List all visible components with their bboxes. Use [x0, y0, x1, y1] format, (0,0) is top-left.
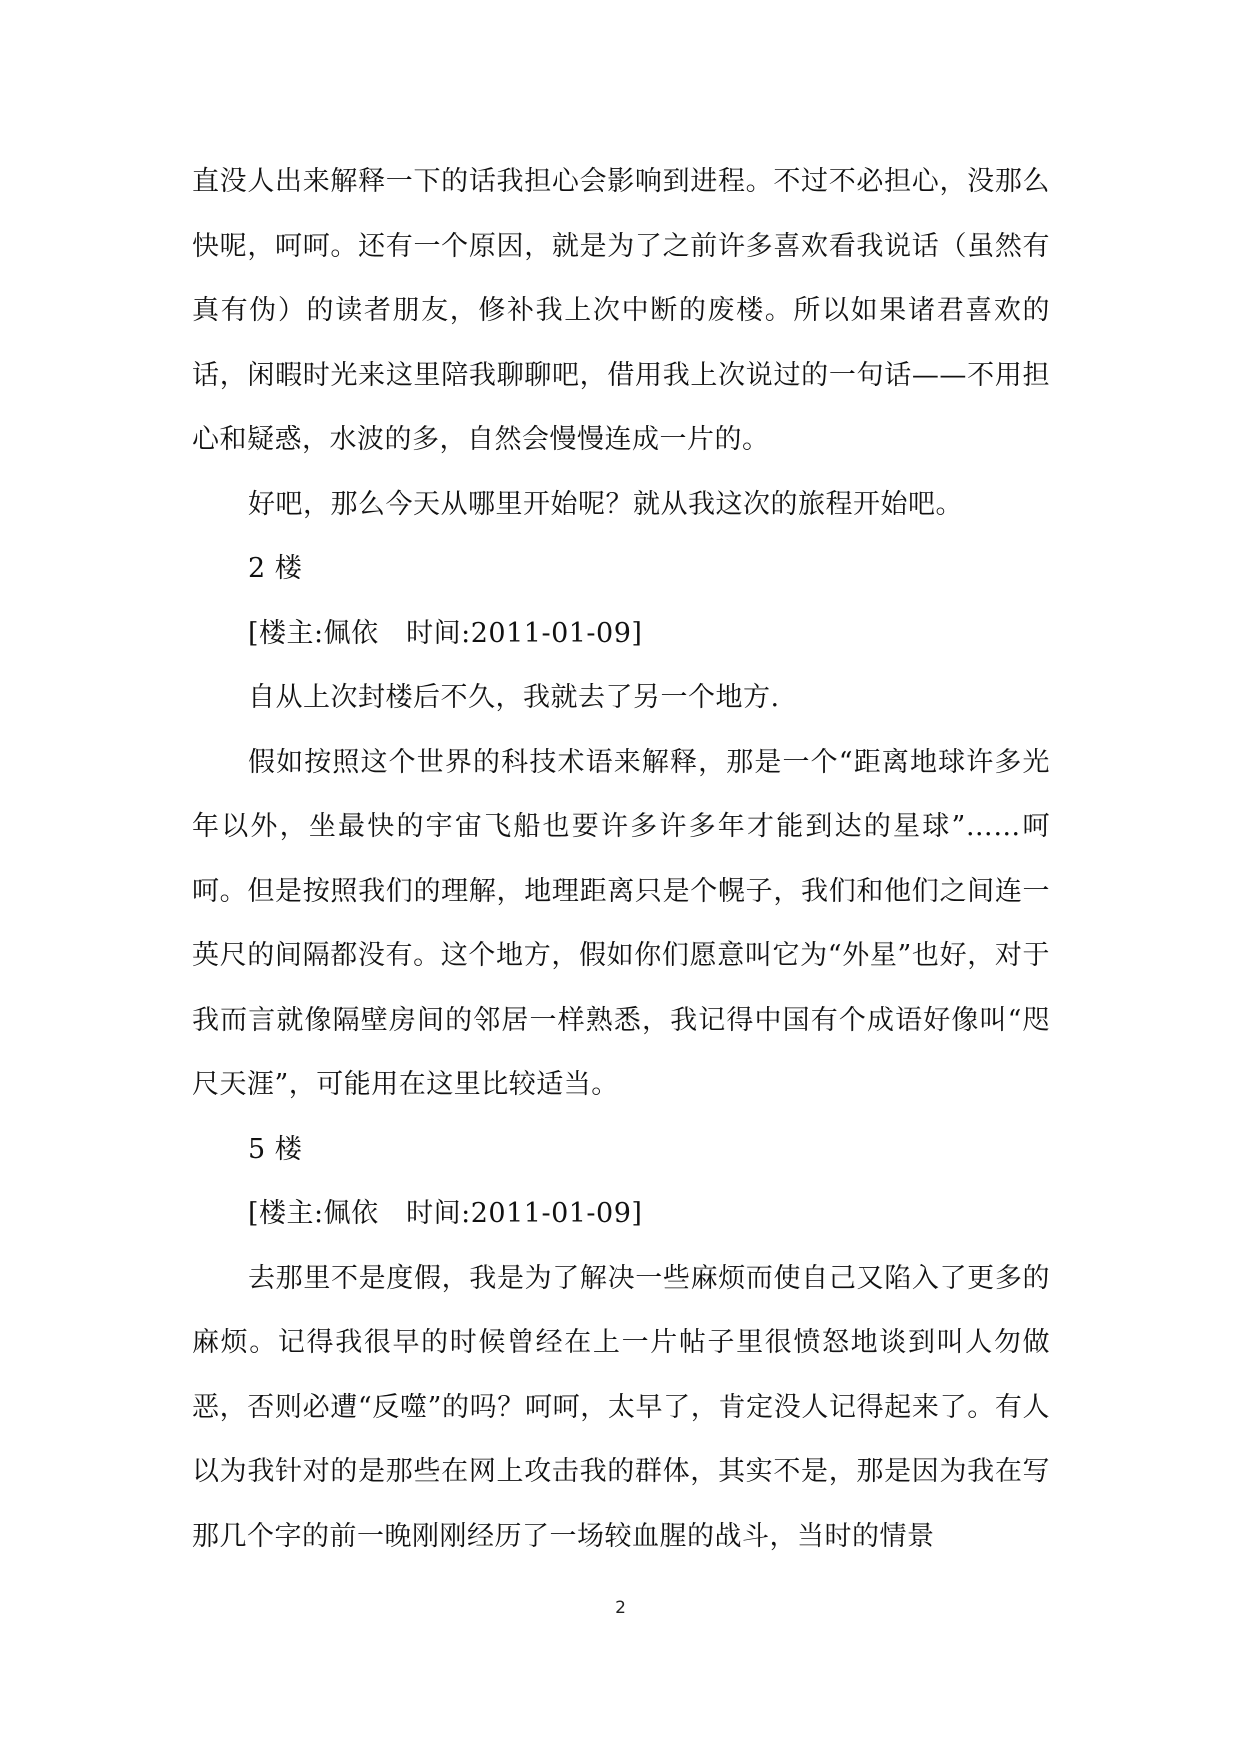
- paragraph: 假如按照这个世界的科技术语来解释，那是一个“距离地球许多光年以外，坐最快的宇宙飞船也要许多许多年才能到达的星球”……呵呵。但是按照我们的理解，地理距离只是个幌子，我们和他们之间连一英尺的间隔都没有。这个地方，假如你们愿意叫它为“外星”也好，对于我而言就像隔壁房间的邻居一样熟悉，我记得中国有个成语好像叫“咫尺天涯”，可能用在这里比较适当。: [192, 746, 1050, 1100]
- paragraph: 自从上次封楼后不久，我就去了另一个地方.: [248, 682, 780, 713]
- document-body: [192, 150, 1050, 1569]
- post-meta: [楼主:佩依 时间:2011-01-09]: [248, 1198, 643, 1229]
- floor-heading: 5 楼: [248, 1133, 303, 1165]
- paragraph: 直没人出来解释一下的话我担心会影响到进程。不过不必担心，没那么快呢，呵呵。还有一个原因，就是为了之前许多喜欢看我说话（虽然有真有伪）的读者朋友，修补我上次中断的废楼。所以如果诸君喜欢的话，闲暇时光来这里陪我聊聊吧，借用我上次说过的一句话——不用担心和疑惑，水波的多，自然会慢慢连成一片的。: [192, 166, 1050, 455]
- paragraph: 好吧，那么今天从哪里开始呢？就从我这次的旅程开始吧。: [248, 488, 963, 520]
- post-meta: [楼主:佩依 时间:2011-01-09]: [248, 617, 643, 649]
- floor-heading: 2 楼: [248, 553, 303, 584]
- paragraph: 去那里不是度假，我是为了解决一些麻烦而使自己又陷入了更多的麻烦。记得我很早的时候曾经在上一片帖子里很愤怒地谈到叫人勿做恶，否则必遭“反噬”的吗？呵呵，太早了，肯定没人记得起来了。有人以为我针对的是那些在网上攻击我的群体，其实不是，那是因为我在写那几个字的前一晚刚刚经历了一场较血腥的战斗，当时的情景: [192, 1262, 1050, 1552]
- page-number: 2: [615, 1598, 626, 1618]
